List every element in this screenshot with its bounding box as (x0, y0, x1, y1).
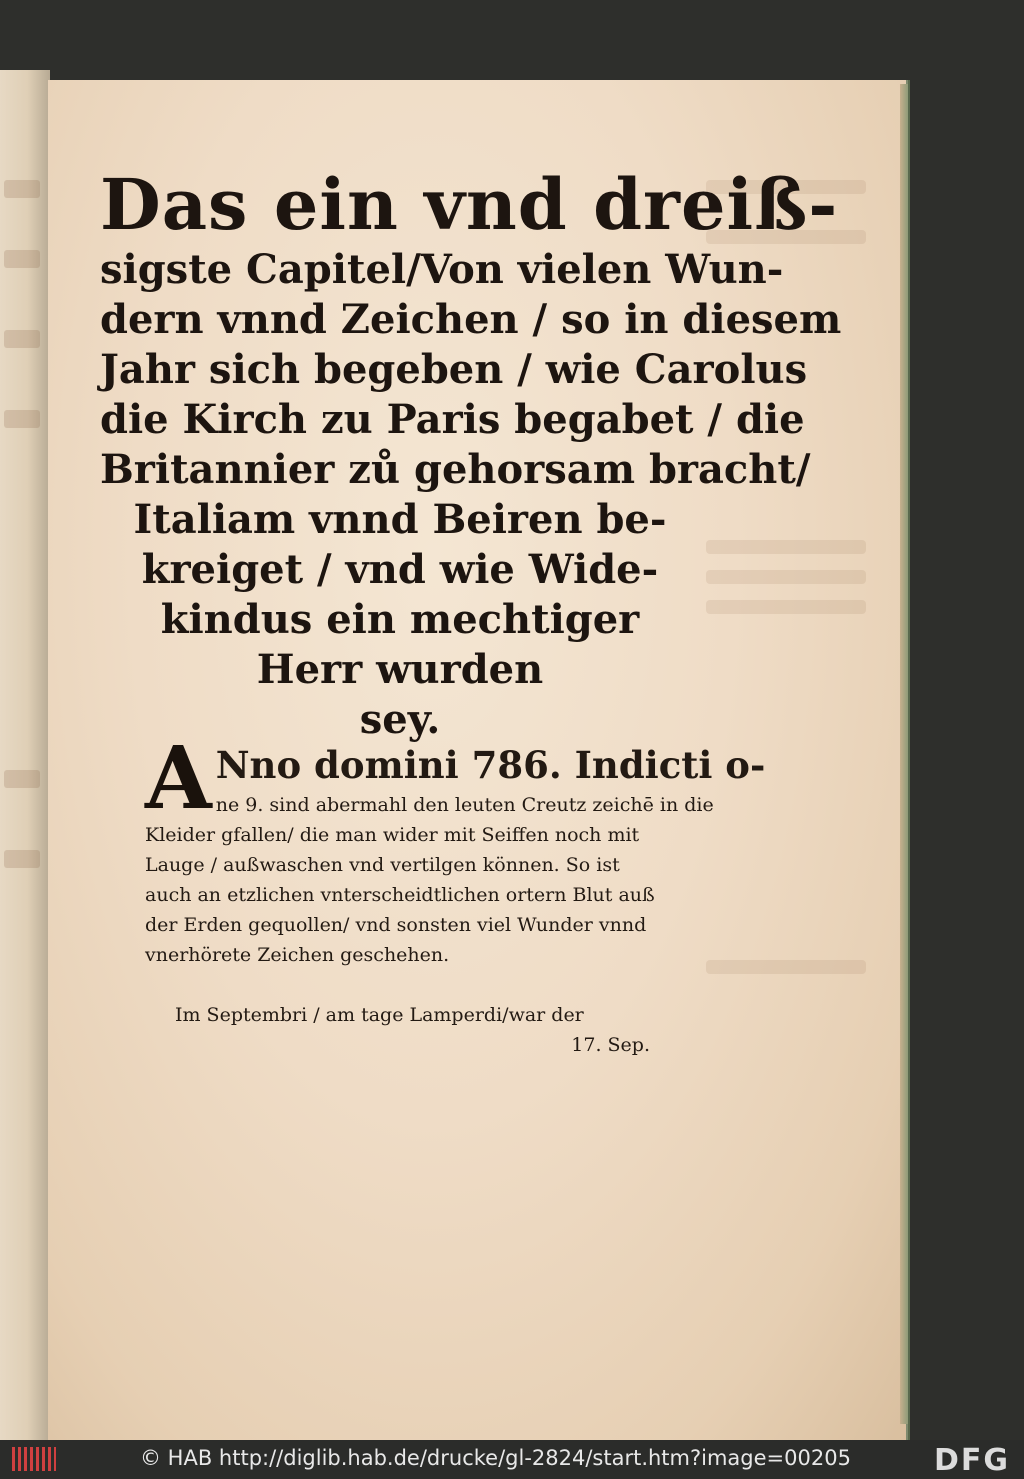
heading-line: Britannier zů gehorsam bracht/ (100, 446, 811, 493)
paragraph-line: Lauge / außwaschen vnd vertilgen können. So ist (145, 854, 620, 876)
heading-line: Italiam vnnd Beiren be- (133, 496, 667, 543)
heading-line: Das ein vnd dreiß- (100, 163, 839, 246)
heading-line: kindus ein mechtiger (160, 596, 640, 643)
paragraph-line: Kleider gfallen/ die man wider mit Seiffen noch mit (145, 824, 640, 846)
body-text (145, 728, 766, 1060)
heading-line: dern vnnd Zeichen / so in diesem (100, 296, 842, 343)
heading-line: die Kirch zu Paris begabet / die (100, 396, 805, 443)
heading-line: Herr wurden (256, 646, 544, 693)
previous-page-edge (0, 70, 50, 1440)
paragraph (145, 728, 766, 970)
footer-bar (0, 1440, 1024, 1477)
paragraph-first-line: Nno domini 786. Indicti o- (215, 743, 766, 787)
bleed-through-mark (4, 770, 40, 788)
paragraph-line: Im Septembri / am tage Lamperdi/war der (175, 1004, 584, 1026)
dfg-logo: DFG (933, 1443, 1010, 1478)
heading-line: Jahr sich begeben / wie Carolus (100, 346, 808, 393)
bleed-through-mark (706, 540, 866, 554)
heading-line: sigste Capitel/Von vielen Wun- (100, 246, 784, 293)
bleed-through-mark (4, 180, 40, 198)
page-edge (900, 84, 908, 1424)
heading-line: sey. (359, 696, 441, 743)
bleed-through-mark (4, 850, 40, 868)
drop-cap: A (145, 728, 212, 829)
paragraph (145, 1000, 655, 1060)
bleed-through-mark (4, 330, 40, 348)
bleed-through-mark (4, 410, 40, 428)
paragraph-line: ne 9. sind abermahl den leuten Creutz zeichē in die (215, 794, 714, 816)
catchword: 17. Sep. (571, 1034, 650, 1056)
heading-line: kreiget / vnd wie Wide- (141, 546, 659, 593)
bleed-through-mark (706, 960, 866, 974)
chapter-heading (100, 163, 842, 745)
bleed-through-mark (4, 250, 40, 268)
copyright-url-link[interactable]: © HAB http://diglib.hab.de/drucke/gl-2824/start.htm?image=00205 (140, 1446, 851, 1470)
barcode-icon (12, 1447, 56, 1471)
bleed-through-mark (706, 570, 866, 584)
bleed-through-mark (706, 600, 866, 614)
paragraph-line: der Erden gequollen/ vnd sonsten viel Wunder vnnd (145, 914, 647, 936)
paragraph-line: vnerhörete Zeichen geschehen. (145, 944, 450, 966)
paragraph-line: auch an etzlichen vnterscheidtlichen ortern Blut auß (145, 884, 655, 906)
